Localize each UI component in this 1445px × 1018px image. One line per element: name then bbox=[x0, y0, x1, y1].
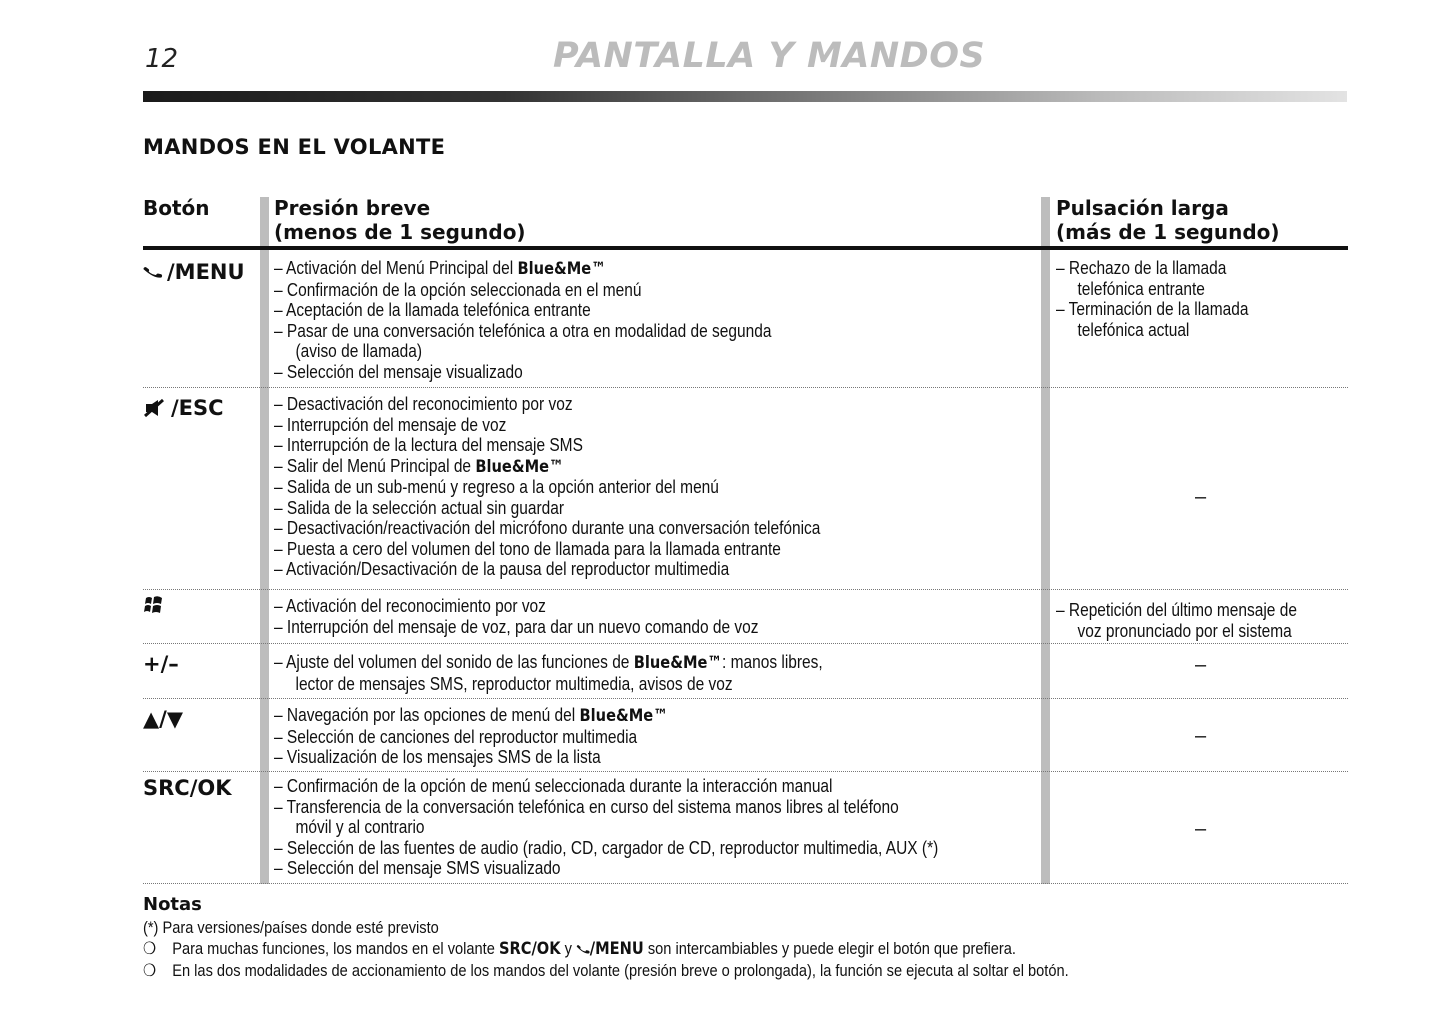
list-item: – Activación del Menú Principal del Blue&Me™ bbox=[274, 258, 606, 279]
phone-handset-icon bbox=[143, 262, 163, 282]
header-long-press-line2: (más de 1 segundo) bbox=[1056, 220, 1280, 244]
long-press-dash: – bbox=[1195, 818, 1207, 840]
section-title: MANDOS EN EL VOLANTE bbox=[143, 135, 446, 159]
long-press-cell bbox=[1056, 258, 1348, 340]
long-press-dash: – bbox=[1195, 654, 1207, 676]
mute-voice-icon bbox=[143, 398, 167, 418]
list-item: – Transferencia de la conversación telefónica en curso del sistema manos libres al teléfono bbox=[274, 796, 899, 817]
list-item: – Navegación por las opciones de menú del Blue&Me™ bbox=[274, 705, 668, 726]
table-row bbox=[0, 590, 1445, 642]
list-item: – Ajuste del volumen del sonido de las funciones de Blue&Me™: manos libres, bbox=[274, 652, 823, 673]
long-press-cell bbox=[1056, 600, 1348, 641]
header-rule bbox=[143, 246, 1348, 250]
list-item: móvil y al contrario bbox=[295, 817, 425, 837]
short-press-cell bbox=[274, 652, 1034, 694]
button-cell bbox=[143, 396, 224, 420]
button-label: SRC/OK bbox=[143, 776, 232, 800]
short-press-cell bbox=[274, 596, 1034, 637]
header-short-press-line2: (menos de 1 segundo) bbox=[274, 220, 526, 244]
button-cell bbox=[143, 596, 169, 614]
long-press-dash: – bbox=[1195, 725, 1207, 747]
list-item: – Activación/Desactivación de la pausa del reproductor multimedia bbox=[274, 559, 730, 579]
list-item: – Interrupción del mensaje de voz bbox=[274, 414, 507, 435]
button-label: ▲/▼ bbox=[143, 707, 183, 731]
table-row bbox=[0, 252, 1445, 386]
phone-handset-icon bbox=[576, 941, 590, 957]
footnote: (*) Para versiones/países donde esté previsto bbox=[143, 918, 439, 937]
table-row bbox=[0, 772, 1445, 882]
header-short-press-line1: Presión breve bbox=[274, 196, 431, 220]
list-item: ❍ En las dos modalidades de accionamiento de los mandos del volante (presión breve o prolongada), la función se ejecuta al soltar el botón. bbox=[143, 961, 1069, 980]
short-press-cell bbox=[274, 705, 1034, 768]
list-item: (aviso de llamada) bbox=[295, 341, 422, 361]
button-label: /MENU bbox=[167, 260, 245, 284]
header-short-press bbox=[274, 196, 526, 244]
list-item: – Terminación de la llamada bbox=[1056, 299, 1249, 319]
list-item: – Salida de un sub-menú y regreso a la opción anterior del menú bbox=[274, 477, 719, 497]
button-cell bbox=[143, 776, 232, 800]
list-item: – Salida de la selección actual sin guardar bbox=[274, 497, 565, 518]
list-item: – Selección de las fuentes de audio (radio, CD, cargador de CD, reproductor multimedia, AUX (*) bbox=[274, 837, 939, 858]
windows-voice-icon bbox=[143, 596, 165, 614]
short-press-cell bbox=[274, 776, 1034, 879]
button-label: +/– bbox=[143, 652, 179, 676]
header-long-press-line1: Pulsación larga bbox=[1056, 196, 1229, 220]
table-row bbox=[0, 644, 1445, 698]
row-divider bbox=[143, 883, 1348, 884]
list-item: – Selección del mensaje SMS visualizado bbox=[274, 858, 561, 878]
notes bbox=[143, 894, 1343, 981]
page-title: PANTALLA Y MANDOS bbox=[553, 36, 986, 76]
list-item: – Interrupción de la lectura del mensaje SMS bbox=[274, 435, 583, 455]
header-gradient-bar bbox=[143, 91, 1347, 102]
list-item: – Desactivación del reconocimiento por voz bbox=[274, 394, 573, 414]
table-row bbox=[0, 388, 1445, 588]
list-item: – Confirmación de la opción seleccionada en el menú bbox=[274, 279, 642, 300]
list-item: ❍ Para muchas funciones, los mandos en el volante SRC/OK y /MENU son intercambiables y puede elegir el botón que prefiera. bbox=[143, 939, 1016, 959]
list-item: – Salir del Menú Principal de Blue&Me™ bbox=[274, 455, 564, 477]
list-item: – Repetición del último mensaje de bbox=[1056, 600, 1297, 620]
list-item: – Activación del reconocimiento por voz bbox=[274, 596, 546, 616]
list-item: – Aceptación de la llamada telefónica entrante bbox=[274, 300, 591, 320]
table-row bbox=[0, 699, 1445, 771]
list-item: – Selección de canciones del reproductor multimedia bbox=[274, 726, 638, 747]
button-cell bbox=[143, 652, 179, 676]
bullet-icon: ❍ bbox=[143, 961, 157, 980]
button-cell bbox=[143, 707, 183, 731]
list-item: – Confirmación de la opción de menú seleccionada durante la interacción manual bbox=[274, 776, 833, 796]
long-press-dash: – bbox=[1195, 486, 1207, 508]
list-item: – Puesta a cero del volumen del tono de llamada para la llamada entrante bbox=[274, 538, 781, 559]
button-label: /ESC bbox=[171, 396, 224, 420]
list-item: – Interrupción del mensaje de voz, para dar un nuevo comando de voz bbox=[274, 616, 759, 637]
list-item: lector de mensajes SMS, reproductor multimedia, avisos de voz bbox=[295, 673, 733, 694]
page-number: 12 bbox=[145, 44, 179, 74]
short-press-cell bbox=[274, 258, 1034, 382]
header-button: Botón bbox=[143, 196, 210, 220]
notes-title: Notas bbox=[143, 894, 202, 915]
list-item: – Selección del mensaje visualizado bbox=[274, 361, 523, 382]
bullet-icon: ❍ bbox=[143, 939, 157, 958]
list-item: telefónica actual bbox=[1077, 319, 1190, 340]
list-item: – Pasar de una conversación telefónica a otra en modalidad de segunda bbox=[274, 320, 772, 341]
list-item: – Rechazo de la llamada bbox=[1056, 258, 1227, 278]
short-press-cell bbox=[274, 394, 1034, 580]
list-item: – Desactivación/reactivación del micrófono durante una conversación telefónica bbox=[274, 518, 821, 538]
list-item: telefónica entrante bbox=[1077, 278, 1205, 299]
list-item: – Visualización de los mensajes SMS de la lista bbox=[274, 747, 601, 767]
button-cell bbox=[143, 260, 245, 284]
list-item: voz pronunciado por el sistema bbox=[1077, 620, 1292, 641]
header-long-press bbox=[1056, 196, 1280, 244]
